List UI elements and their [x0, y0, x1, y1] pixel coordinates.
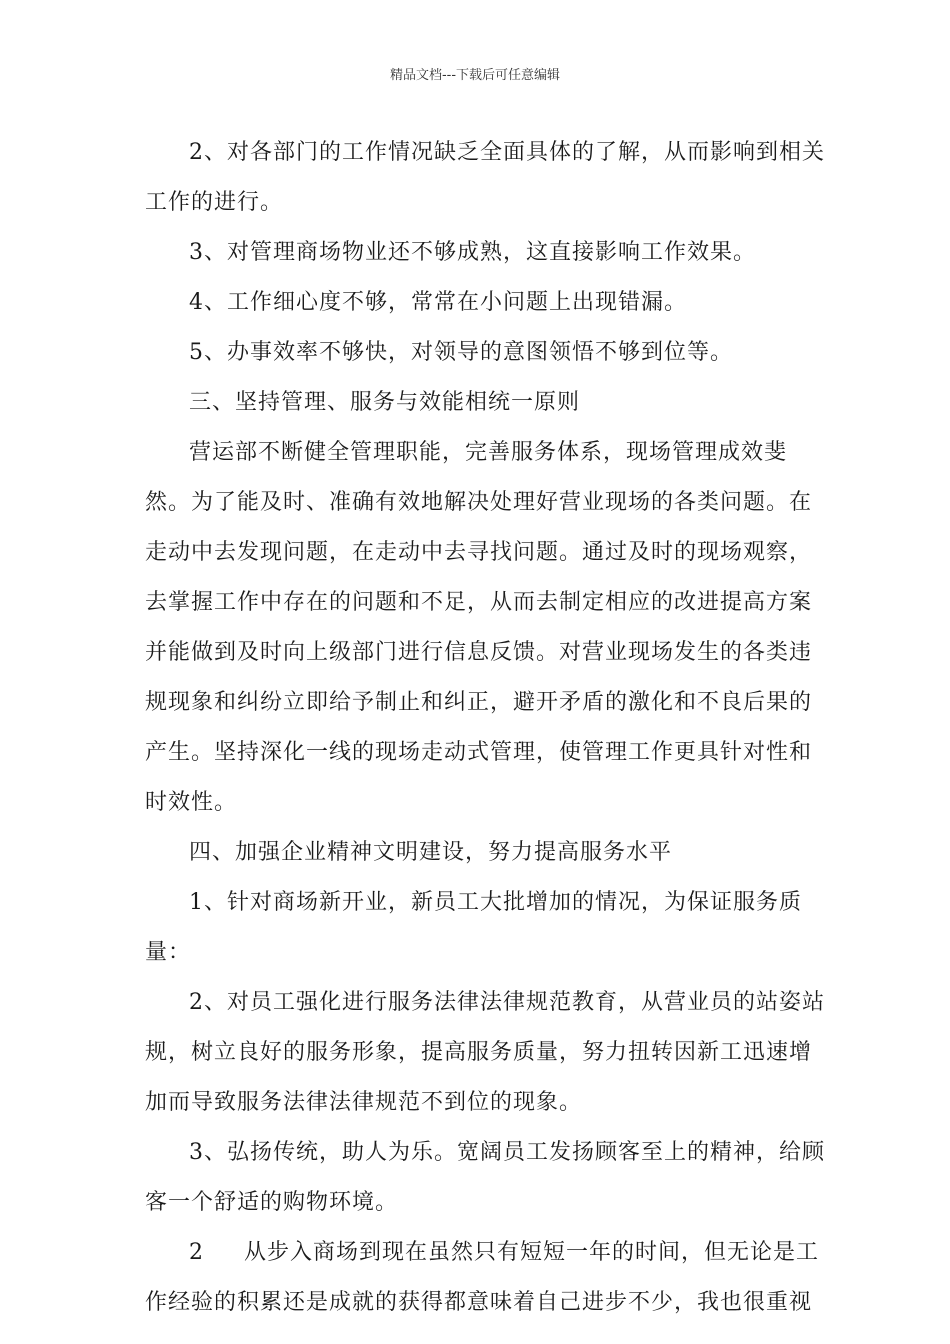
section-heading: 三、坚持管理、服务与效能相统一原则 — [189, 390, 581, 415]
paragraph: 1、针对商场新开业，新员工大批增加的情况，为保证服务质量： — [145, 890, 802, 965]
document-body — [145, 128, 825, 1328]
paragraph: 3、弘扬传统，助人为乐。宽阔员工发扬顾客至上的精神，给顾客一个舒适的购物环境。 — [145, 1140, 825, 1215]
paragraph-last — [145, 1228, 825, 1328]
page-header: 精品文档---下载后可任意编辑 — [389, 68, 561, 83]
paragraph: 4、工作细心度不够，常常在小问题上出现错漏。 — [189, 290, 687, 315]
paragraph: 5、办事效率不够快，对领导的意图领悟不够到位等。 — [189, 340, 733, 365]
paragraph: 2、对员工强化进行服务法律法律规范教育，从营业员的站姿站规，树立良好的服务形象，提高服务质量，努力扭转因新工迅速增加而导致服务法律法律规范不到位的现象。 — [145, 990, 825, 1115]
paragraph: 2、对各部门的工作情况缺乏全面具体的了解，从而影响到相关工作的进行。 — [145, 140, 825, 215]
paragraph-number: 2 — [189, 1240, 204, 1265]
paragraph: 3、对管理商场物业还不够成熟，这直接影响工作效果。 — [189, 240, 756, 265]
paragraph-text: 从步入商场到现在虽然只有短短一年的时间，但无论是工作经验的积累还是成就的获得都意味着自己进步不少，我也很重视 — [145, 1240, 820, 1315]
section-heading: 四、加强企业精神文明建设，努力提高服务水平 — [189, 840, 673, 865]
paragraph: 营运部不断健全管理职能，完善服务体系，现场管理成效斐然。为了能及时、准确有效地解决处理好营业现场的各类问题。在走动中去发现问题，在走动中去寻找问题。通过及时的现场观察，去掌握工作中存在的问题和不足，从而去制定相应的改进提高方案并能做到及时向上级部门进行信息反馈。对营业现场发生的各类违规现象和纠纷立即给予制止和纠正，避开矛盾的激化和不良后果的产生。坚持深化一线的现场走动式管理，使管理工作更具针对性和时效性。 — [145, 440, 813, 815]
